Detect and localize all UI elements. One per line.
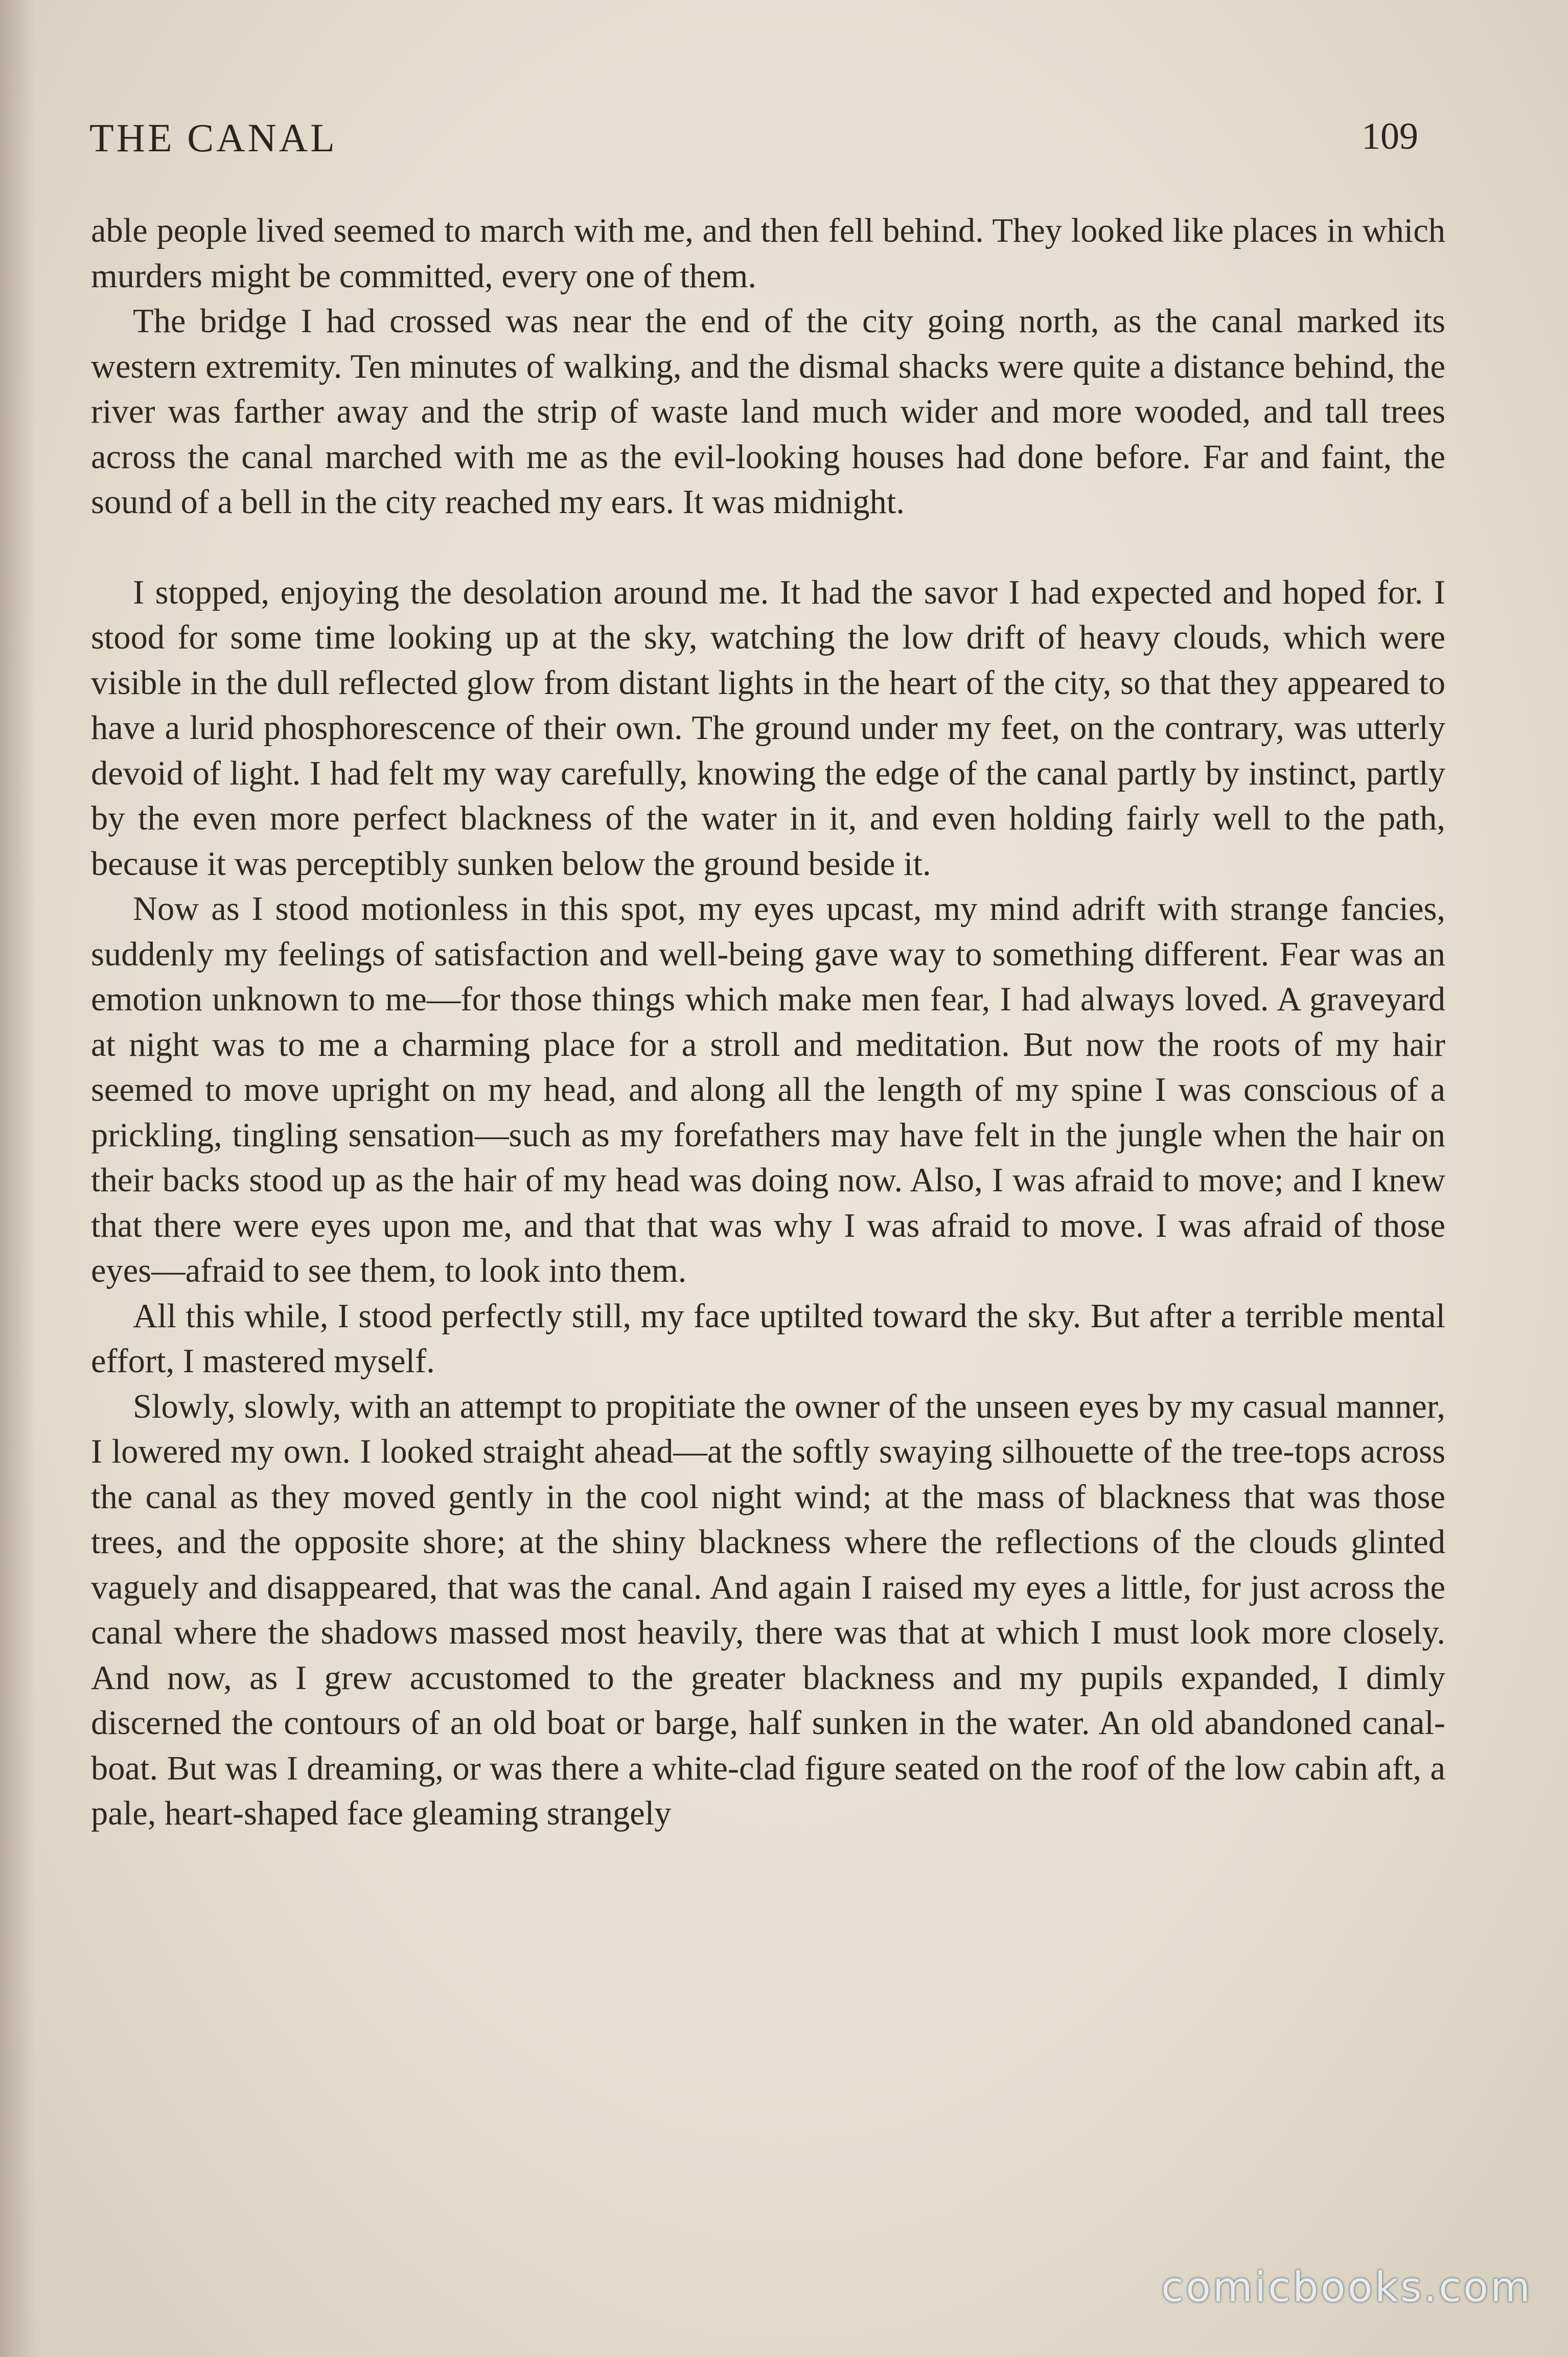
- running-head: [89, 115, 1418, 171]
- body-text: [91, 209, 1445, 1837]
- site-watermark: comicbooks.com: [1161, 2263, 1532, 2311]
- page-gutter-shadow: [0, 0, 36, 2357]
- paragraph-2: The bridge I had crossed was near the end of the city going north, as the canal marked its western extremity. Ten minutes of walking, and the dismal shacks were quite a distance behind, the river was farther away and the strip of waste land much wider and more wooded, and tall trees across the canal marched with me as the evil-looking houses had done before. Far and faint, the sound of a bell in the city reached my ears. It was midnight.: [91, 303, 1445, 521]
- chapter-title: THE CANAL: [89, 115, 337, 160]
- paragraph-3: I stopped, enjoying the desolation around me. It had the savor I had expected and hoped for. I stood for some time looking up at the sky, watching the low drift of heavy clouds, which were visible in the dull reflected glow from distant lights in the heart of the city, so that they appeared to have a lurid phosphorescence of their own. The ground under my feet, on the contrary, was utterly devoid of light. I had felt my way carefully, knowing the edge of the canal partly by instinct, partly by the even more perfect blackness of the water in it, and even holding fairly well to the path, because it was perceptibly sunken below the ground beside it.: [91, 573, 1445, 883]
- paragraph-5: All this while, I stood perfectly still, my face uptilted toward the sky. But after a terrible mental effort, I mastered myself.: [91, 1297, 1445, 1380]
- paragraph-4: Now as I stood motionless in this spot, my eyes upcast, my mind adrift with strange fancies, suddenly my feelings of satisfaction and well-being gave way to something different. Fear was an emotion unknown to me—for those things which make men fear, I had always loved. A graveyard at night was to me a charming place for a stroll and meditation. But now the roots of my hair seemed to move upright on my head, and along all the length of my spine I was conscious of a prickling, tingling sensation—such as my forefathers may have felt in the jungle when the hair on their backs stood up as the hair of my head was doing now. Also, I was afraid to move; and I knew that there were eyes upon me, and that that was why I was afraid to move. I was afraid of those eyes—afraid to see them, to look into them.: [91, 890, 1445, 1289]
- paragraph-1: able people lived seemed to march with me, and then fell behind. They looked like places in which murders might be committed, every one of them.: [91, 212, 1445, 295]
- paragraph-6: Slowly, slowly, with an attempt to propitiate the owner of the unseen eyes by my casual manner, I lowered my own. I looked straight ahead—at the softly swaying silhouette of the tree-tops across the canal as they moved gently in the cool night wind; at the mass of blackness that was those trees, and the opposite shore; at the shiny blackness where the reflections of the clouds glinted vaguely and disappeared, that was the canal. And again I raised my eyes a little, for just across the canal where the shadows massed most heavily, there was that at which I must look more closely. And now, as I grew accustomed to the greater blackness and my pupils expanded, I dimly discerned the contours of an old boat or barge, half sunken in the water. An old abandoned canal-boat. But was I dreaming, or was there a white-clad figure seated on the roof of the low cabin aft, a pale, heart-shaped face gleaming strangely: [91, 1388, 1445, 1832]
- page-number: 109: [1362, 115, 1418, 157]
